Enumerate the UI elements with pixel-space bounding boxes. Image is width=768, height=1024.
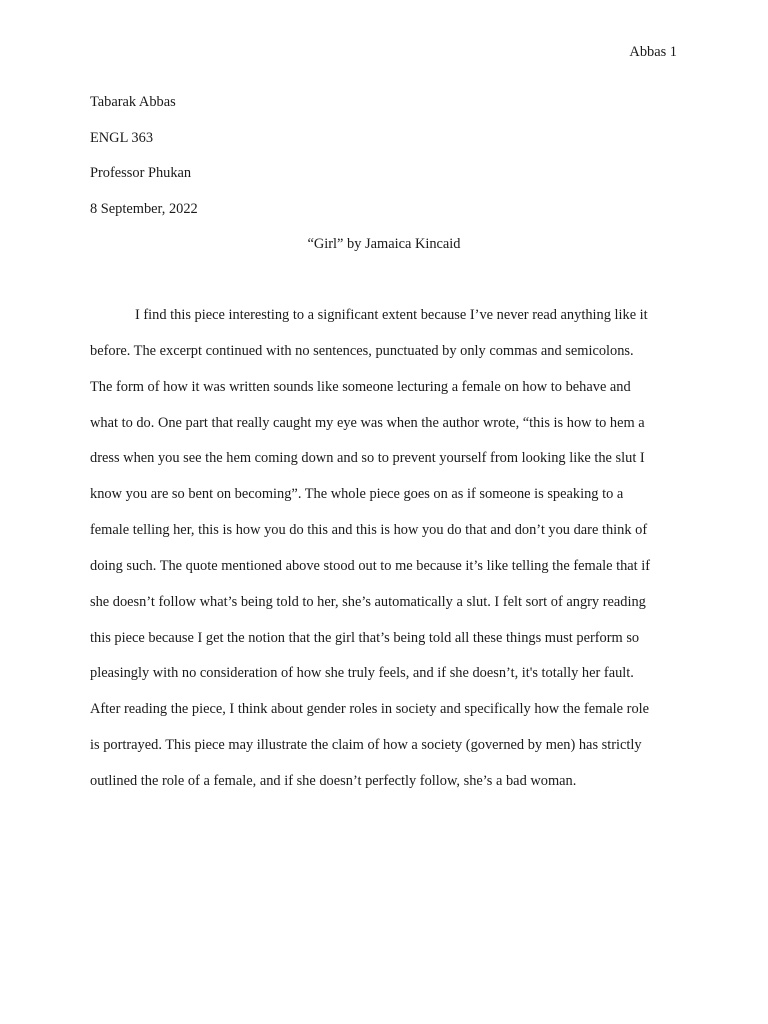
date: 8 September, 2022 <box>90 201 198 218</box>
body-line: After reading the piece, I think about gender roles in society and specifically how the female role <box>90 701 650 718</box>
body-line: female telling her, this is how you do this and this is how you do that and don’t you dare think of <box>90 522 648 539</box>
body-line: she doesn’t follow what’s being told to her, she’s automatically a slut. I felt sort of angry reading <box>90 593 646 610</box>
body-line: The form of how it was written sounds like someone lecturing a female on how to behave and <box>90 378 631 395</box>
mla-heading <box>90 93 198 236</box>
running-head: Abbas 1 <box>629 44 677 60</box>
course-name: ENGL 363 <box>90 129 154 146</box>
body-line: before. The excerpt continued with no sentences, punctuated by only commas and semicolons. <box>90 342 634 359</box>
essay-title: “Girl” by Jamaica Kincaid <box>307 236 461 252</box>
body-line: what to do. One part that really caught my eye was when the author wrote, “this is how to hem a <box>90 414 645 431</box>
essay-body <box>90 306 690 808</box>
body-line: dress when you see the hem coming down and so to prevent yourself from looking like the slut I <box>90 450 645 467</box>
body-line: outlined the role of a female, and if she doesn’t perfectly follow, she’s a bad woman. <box>90 772 577 789</box>
body-line: is portrayed. This piece may illustrate the claim of how a society (governed by men) has strictly <box>90 737 642 754</box>
body-line: I find this piece interesting to a significant extent because I’ve never read anything like it <box>135 307 648 323</box>
body-line: this piece because I get the notion that the girl that’s being told all these things must perform so <box>90 629 640 646</box>
professor-name: Professor Phukan <box>90 165 192 182</box>
student-name: Tabarak Abbas <box>90 94 176 110</box>
body-line: pleasingly with no consideration of how she truly feels, and if she doesn’t, it's totally her fault. <box>90 665 634 682</box>
body-line: doing such. The quote mentioned above stood out to me because it’s like telling the female that if <box>90 557 651 574</box>
body-line: know you are so bent on becoming”. The whole piece goes on as if someone is speaking to a <box>90 486 624 503</box>
